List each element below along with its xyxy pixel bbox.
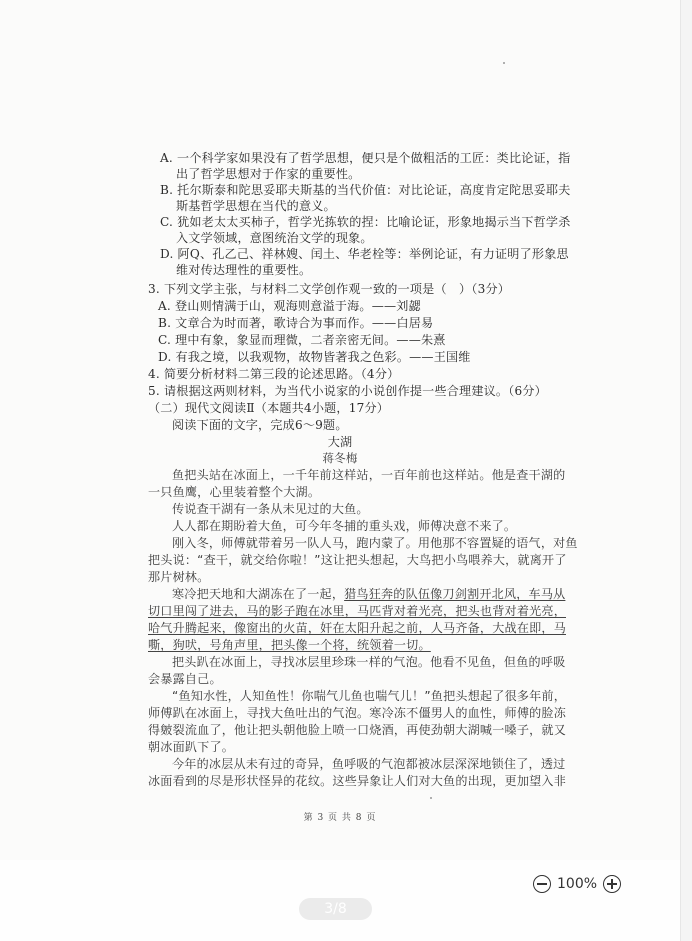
underlined-passage-line3: 哈气升腾起来，像窗出的火苗，奸在太阳升起之前，人马齐备，大战在即，马 [148, 621, 566, 635]
underlined-passage-line2: 切口里闯了进去，马的影子跑在冰里，马匹背对着光亮，把头也背对着光亮， [148, 604, 566, 618]
story-paragraph-7b: 师傅趴在冰面上，寻找大鱼吐出的气泡。寒冷冻不僵男人的血性，师傅的脸冻 [148, 706, 566, 720]
minus-circle-icon[interactable] [533, 875, 551, 893]
scan-speck [430, 797, 432, 799]
story-paragraph-8a: 今年的冰层从未有过的奇异，鱼呼吸的气泡都被冰层深深地锁住了，透过 [172, 757, 566, 771]
story-paragraph-4c: 那片树林。 [148, 570, 210, 584]
scrollbar[interactable] [681, 0, 692, 941]
story-paragraph-2: 传说查干湖有一条从未见过的大鱼。 [172, 502, 369, 516]
plus-circle-icon[interactable] [603, 875, 621, 893]
story-paragraph-7d: 朝冰面趴下了。 [148, 740, 235, 754]
option-d-line2: 维对传达理性的重要性。 [176, 263, 312, 277]
question-4: 4. 简要分析材料二第三段的论述思路。（4分） [148, 367, 400, 381]
option-b-line2: 斯基哲学思想在当代的意义。 [176, 199, 336, 213]
story-paragraph-3: 人人都在期盼着大鱼，可今年冬捕的重头戏，师傅决意不来了。 [172, 519, 517, 533]
option-c-line1: C. 犹如老太太买柿子，哲学光拣软的捏：比喻论证，形象地揭示当下哲学杀 [160, 215, 571, 229]
question-5: 5. 请根据这两则材料，为当代小说家的小说创作提一些合理建议。（6分） [148, 384, 547, 398]
q3-option-b: B. 文章合为时而著，歌诗合为事而作。——白居易 [158, 316, 434, 330]
page-indicator: 3/8 [299, 898, 372, 920]
section-heading: （二）现代文阅读Ⅱ（本题共4小题，17分） [148, 401, 390, 415]
story-title: 大湖 [327, 435, 353, 449]
story-paragraph-7a: “鱼知水性，人知鱼性！你喘气儿鱼也喘气儿！”鱼把头想起了很多年前， [172, 689, 567, 703]
story-author: 蒋冬梅 [322, 451, 358, 465]
scan-speck [503, 62, 505, 64]
option-b-line1: B. 托尔斯泰和陀思妥耶夫斯基的当代价值：对比论证，高度肯定陀思妥耶夫 [160, 183, 571, 197]
story-paragraph-8b: 冰面看到的尽是形状怪异的花纹。这些异象让人们对大鱼的出现，更加望入非 [148, 774, 566, 788]
q3-option-a: A. 登山则情满于山，观海则意溢于海。——刘勰 [158, 299, 421, 313]
underlined-passage-line4: 嘶，狗吠，号角声里，把头像一个将，统领着一切。 [148, 638, 431, 652]
page-footer: 第 3 页 共 8 页 [303, 813, 377, 823]
story-paragraph-4a: 刚入冬，师傅就带着另一队人马，跑内蒙了。用他那不容置疑的语气，对鱼 [172, 536, 578, 550]
reading-instruction: 阅读下面的文字，完成6～9题。 [172, 418, 348, 432]
option-c-line2: 入文学领域，意图统治文学的现象。 [176, 231, 373, 245]
story-paragraph-1b: 一只鱼鹰，心里装着整个大湖。 [148, 485, 321, 499]
story-paragraph-7c: 得皴裂流血了，他让把头朝他脸上喷一口烧酒，再使劲朝大湖喊一嗓子，就又 [148, 723, 566, 737]
story-paragraph-6b: 会暴露自己。 [148, 672, 222, 686]
story-paragraph-1a: 鱼把头站在冰面上，一千年前这样站，一百年前也这样站。他是查干湖的 [172, 468, 566, 482]
question-3: 3. 下列文学主张，与材料二文学创作观一致的一项是（ ）（3分） [148, 282, 511, 296]
story-paragraph-5a-plain: 寒冷把天地和大湖冻在了一起， [172, 587, 345, 601]
q3-option-d: D. 有我之境，以我观物，故物皆著我之色彩。——王国维 [158, 350, 471, 364]
story-paragraph-5a [172, 586, 565, 602]
option-a-line2: 出了哲学思想对于作家的重要性。 [176, 167, 361, 181]
q3-option-c: C. 理中有象，象显而理微，二者亲密无间。——朱熹 [158, 333, 446, 347]
underlined-passage-start: 猎鸟狂奔的队伍像刀剑割开北风，车马从 [344, 587, 566, 601]
option-d-line1: D. 阿Q、孔乙己、祥林嫂、闰土、华老栓等：举例论证，有力证明了形象思 [160, 247, 569, 261]
option-a-line1: A. 一个科学家如果没有了哲学思想，便只是个做粗活的工匠：类比论证，指 [160, 151, 571, 165]
zoom-level: 100% [557, 876, 598, 892]
story-paragraph-4b: 把头说：“查干，就交给你啦！”这让把头想起，大鸟把小鸟喂养大，就离开了 [148, 553, 567, 567]
story-paragraph-6a: 把头趴在冰面上，寻找冰层里珍珠一样的气泡。他看不见鱼，但鱼的呼吸 [172, 655, 566, 669]
zoom-controls [533, 872, 621, 896]
